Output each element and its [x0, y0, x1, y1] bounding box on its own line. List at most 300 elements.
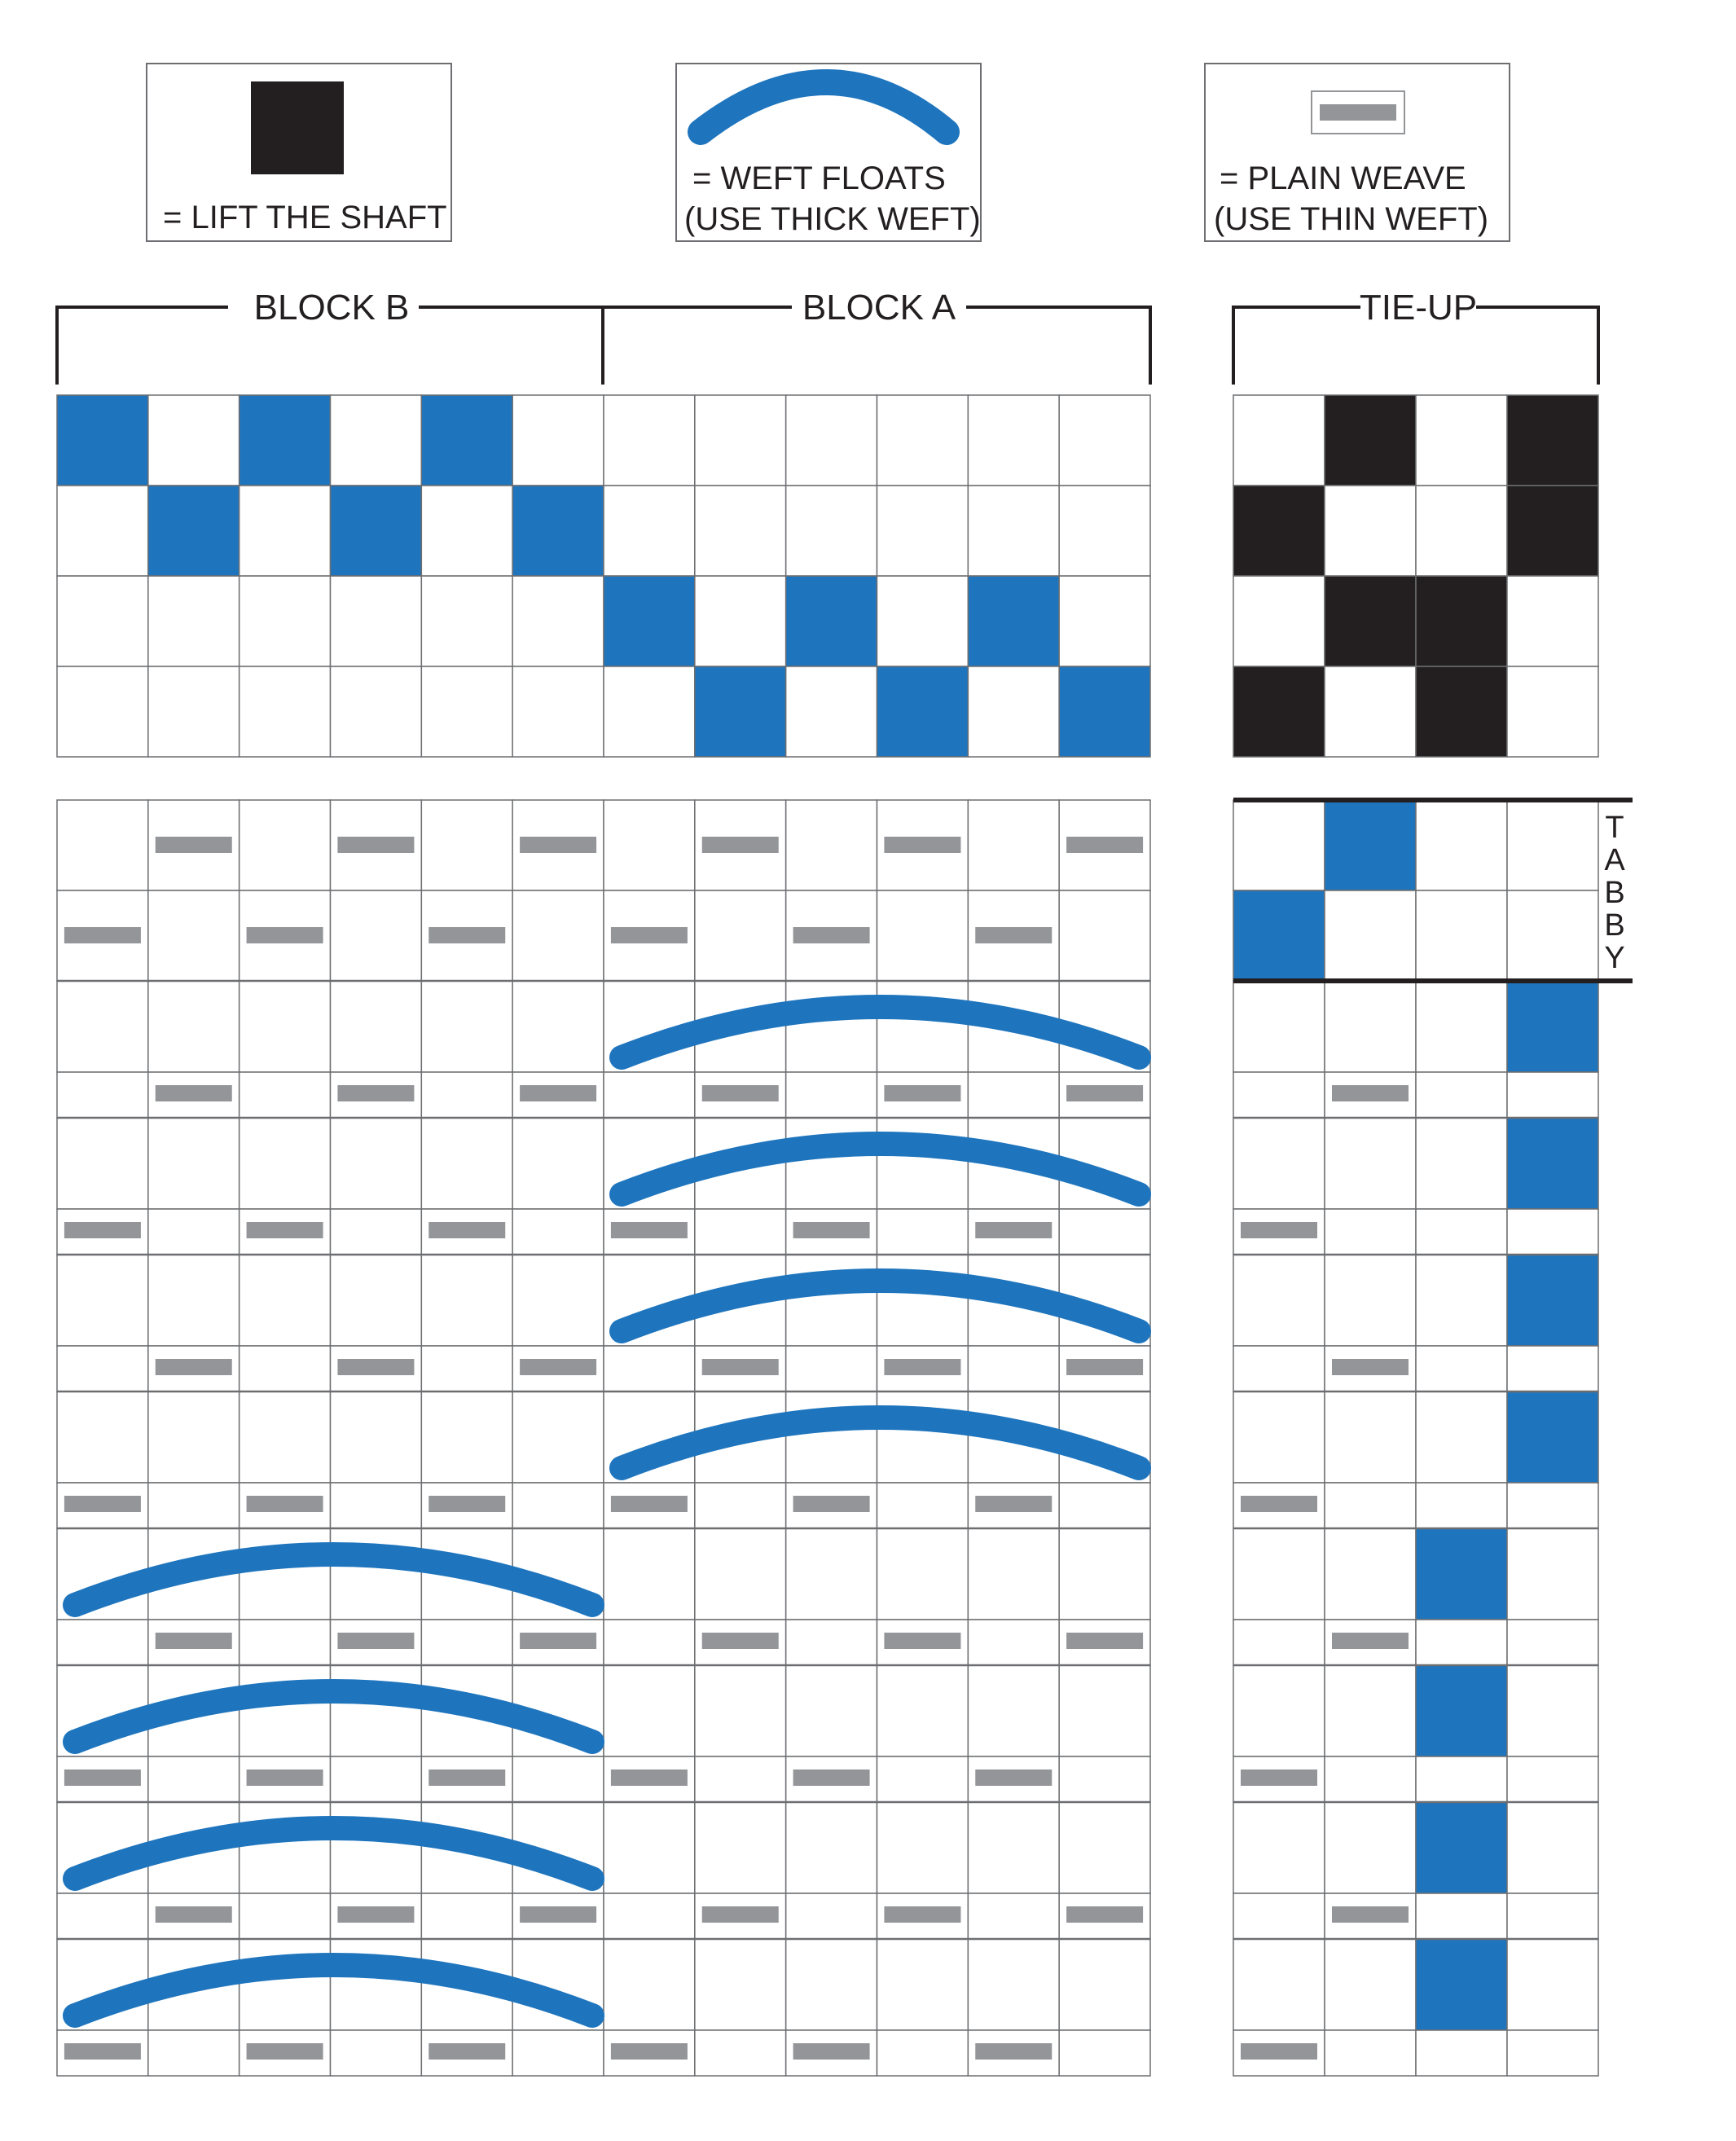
- drawdown-cell: [877, 1255, 969, 1346]
- treadling-cell: [1416, 1072, 1507, 1118]
- treadling-cell: [1233, 1528, 1325, 1620]
- threading-cell: [604, 486, 695, 576]
- plain-weave-dash: [337, 1633, 414, 1649]
- treadling-cell: [1507, 1072, 1598, 1118]
- drawdown-cell: [968, 1072, 1059, 1118]
- block-headers: [57, 288, 1598, 385]
- plain-weave-dash: [793, 2043, 870, 2060]
- treadling-cell: [1233, 1893, 1325, 1939]
- threading-cell: [695, 576, 786, 666]
- legend-weft-floats: [676, 64, 981, 241]
- threading-cell-filled: [1059, 666, 1150, 757]
- threading-cell-filled: [331, 486, 422, 576]
- threading-cell: [57, 576, 148, 666]
- bracket: [57, 307, 228, 385]
- treadling-cell: [1233, 1802, 1325, 1893]
- drawdown-cell: [421, 1072, 512, 1118]
- threading-cell-filled: [786, 576, 877, 666]
- threading-cell: [1059, 395, 1150, 486]
- plain-weave-dash: [1066, 837, 1143, 853]
- treadling-cell: [1416, 1209, 1507, 1255]
- plain-weave-dash: [611, 927, 688, 943]
- plain-weave-dash: [793, 1496, 870, 1512]
- tie-up-cell-lift: [1416, 576, 1507, 666]
- plain-weave-dash: [702, 1633, 779, 1649]
- plain-weave-dash: [884, 1906, 960, 1923]
- tie-up-cell: [1233, 395, 1325, 486]
- treadling-cell: [1416, 890, 1507, 981]
- black-square-icon: [251, 81, 344, 174]
- block-b-label: BLOCK B: [253, 288, 410, 328]
- treadling-cell-filled: [1507, 1118, 1598, 1209]
- plain-weave-dash: [611, 2043, 688, 2060]
- drawdown-cell: [512, 1118, 604, 1209]
- threading-cell: [57, 666, 148, 757]
- drawdown-cell: [877, 890, 969, 981]
- drawdown-cell: [786, 981, 877, 1072]
- drawdown-cell: [968, 1802, 1059, 1893]
- treadling-cell: [1325, 1939, 1416, 2030]
- legend-lift-shaft: [147, 64, 451, 241]
- threading-cell: [1059, 576, 1150, 666]
- tie-up-cell: [1507, 576, 1598, 666]
- legend: [147, 64, 1510, 241]
- drawdown-cell: [331, 1483, 422, 1528]
- drawdown-cell: [331, 1209, 422, 1255]
- drawdown-cell: [695, 1756, 786, 1802]
- drawdown-cell: [877, 2030, 969, 2076]
- treadling-cell: [1507, 1939, 1598, 2030]
- drawdown-cell: [512, 1391, 604, 1483]
- plain-weave-dash: [429, 1222, 505, 1238]
- legend-label: = LIFT THE SHAFT: [163, 200, 447, 235]
- treadling-cell: [1325, 1118, 1416, 1209]
- tie-up-grid: [1233, 395, 1598, 757]
- plain-weave-dash: [1066, 1906, 1143, 1923]
- drawdown-cell: [1059, 1528, 1150, 1620]
- treadling-cell-filled: [1233, 890, 1325, 981]
- block-a-label: BLOCK A: [802, 288, 956, 328]
- plain-weave-dash: [429, 2043, 505, 2060]
- threading-cell: [604, 666, 695, 757]
- tie-up-cell: [1507, 666, 1598, 757]
- drawdown-cell: [148, 1209, 240, 1255]
- plain-weave-dash: [520, 837, 596, 853]
- plain-weave-dash: [156, 1359, 232, 1375]
- threading-cell-filled: [512, 486, 604, 576]
- treadling-cell: [1416, 2030, 1507, 2076]
- drawdown-cell: [1059, 1939, 1150, 2030]
- treadling-cell: [1507, 1665, 1598, 1756]
- plain-weave-dash: [702, 837, 779, 853]
- drawdown-cell: [1059, 1483, 1150, 1528]
- treadling-cell: [1325, 981, 1416, 1072]
- treadling-cell: [1325, 1209, 1416, 1255]
- tie-up-cell: [1233, 576, 1325, 666]
- drawdown-cell: [1059, 1665, 1150, 1756]
- threading-cell: [240, 576, 331, 666]
- drawdown-cell: [331, 1391, 422, 1483]
- tabby-letter: B: [1604, 908, 1625, 943]
- treadling-cell: [1507, 1893, 1598, 1939]
- drawdown-cell: [786, 1072, 877, 1118]
- threading-cell: [968, 395, 1059, 486]
- drawdown-cell: [786, 1620, 877, 1665]
- treadling-cell: [1325, 1756, 1416, 1802]
- plain-weave-dash: [975, 1770, 1052, 1786]
- plain-weave-dash: [611, 1496, 688, 1512]
- drawdown-cell: [786, 1118, 877, 1209]
- tie-up-label: TIE-UP: [1359, 288, 1478, 328]
- drawdown-cell: [148, 1483, 240, 1528]
- drawdown-cell: [240, 1072, 331, 1118]
- drawdown-cell: [240, 1620, 331, 1665]
- bracket: [1476, 307, 1598, 385]
- plain-weave-dash: [1066, 1359, 1143, 1375]
- threading-cell: [877, 576, 969, 666]
- treadling-cell: [1233, 1346, 1325, 1391]
- plain-weave-dash: [702, 1906, 779, 1923]
- drawdown-cell: [604, 1893, 695, 1939]
- plain-weave-dash: [1332, 1633, 1409, 1649]
- treadling-cell: [1507, 1483, 1598, 1528]
- drawdown-cell: [604, 1665, 695, 1756]
- drawdown-cell: [512, 1483, 604, 1528]
- drawdown-cell: [1059, 1209, 1150, 1255]
- drawdown-cell: [512, 890, 604, 981]
- threading-cell: [877, 395, 969, 486]
- plain-weave-dash: [793, 927, 870, 943]
- tabby-letter: A: [1604, 843, 1625, 877]
- treadling-cell: [1507, 1802, 1598, 1893]
- drawdown-cell: [877, 1118, 969, 1209]
- treadling-cell: [1233, 1391, 1325, 1483]
- treadling-cell: [1416, 981, 1507, 1072]
- drawdown-cell: [512, 1255, 604, 1346]
- drawdown-cell: [877, 1391, 969, 1483]
- plain-weave-dash: [64, 2043, 141, 2060]
- plain-weave-dash: [429, 1770, 505, 1786]
- threading-grid: [57, 395, 1150, 757]
- drawdown-cell: [57, 1893, 148, 1939]
- drawdown-cell: [1059, 1756, 1150, 1802]
- tie-up-cell: [1416, 486, 1507, 576]
- threading-cell: [968, 666, 1059, 757]
- plain-weave-dash: [337, 1085, 414, 1101]
- drawdown-cell: [57, 1118, 148, 1209]
- plain-weave-dash: [247, 1770, 323, 1786]
- drawdown-cell: [877, 1802, 969, 1893]
- tie-up-cell-lift: [1507, 395, 1598, 486]
- drawdown-cell: [421, 1255, 512, 1346]
- block-a-header: [604, 288, 1150, 385]
- threading-cell: [786, 666, 877, 757]
- drawdown-cell: [240, 800, 331, 890]
- drawdown-cell: [877, 1209, 969, 1255]
- legend-label: (USE THICK WEFT): [684, 201, 981, 237]
- drawdown-cell: [877, 1939, 969, 2030]
- drawdown-cell: [240, 1118, 331, 1209]
- drawdown-cell: [877, 1756, 969, 1802]
- drawdown-cell: [512, 2030, 604, 2076]
- drawdown-cell: [240, 1939, 331, 2030]
- threading-cell-filled: [148, 486, 240, 576]
- drawdown-cell: [148, 1391, 240, 1483]
- treadling-cell: [1233, 1939, 1325, 2030]
- treadling-cell: [1325, 2030, 1416, 2076]
- treadling-cell-filled: [1416, 1665, 1507, 1756]
- drawdown-cell: [604, 800, 695, 890]
- plain-weave-dash: [429, 927, 505, 943]
- treadling-cell: [1325, 1802, 1416, 1893]
- tabby-letter: Y: [1604, 941, 1625, 975]
- threading-cell-filled: [421, 395, 512, 486]
- treadling-cell: [1416, 1255, 1507, 1346]
- drawdown-cell: [57, 1346, 148, 1391]
- drawdown-cell: [695, 1209, 786, 1255]
- tie-up-cell-lift: [1416, 666, 1507, 757]
- tie-up-cell-lift: [1233, 666, 1325, 757]
- drawdown-cell: [148, 1756, 240, 1802]
- treadling-cell: [1507, 1346, 1598, 1391]
- plain-weave-dash: [156, 1906, 232, 1923]
- plain-weave-dash: [64, 1770, 141, 1786]
- threading-cell: [148, 666, 240, 757]
- plain-weave-dash: [611, 1770, 688, 1786]
- drawdown-cell: [877, 1528, 969, 1620]
- threading-cell: [57, 486, 148, 576]
- treadling-cell-filled: [1416, 1939, 1507, 2030]
- drawdown-cell: [240, 1528, 331, 1620]
- legend-plain-weave: [1205, 64, 1510, 241]
- treadling-cell: [1233, 1255, 1325, 1346]
- plain-weave-dash: [884, 1359, 960, 1375]
- threading-cell: [1059, 486, 1150, 576]
- plain-weave-dash: [520, 1633, 596, 1649]
- treadling-cell-filled: [1507, 1391, 1598, 1483]
- drawdown-cell: [421, 1893, 512, 1939]
- legend-label: = PLAIN WEAVE: [1220, 160, 1466, 196]
- drawdown-cell: [695, 1939, 786, 2030]
- plain-weave-dash: [337, 837, 414, 853]
- drawdown-cell: [57, 1255, 148, 1346]
- treadling-cell: [1233, 1072, 1325, 1118]
- drawdown-cell: [331, 2030, 422, 2076]
- treadling-cell: [1416, 800, 1507, 890]
- plain-weave-dash: [247, 2043, 323, 2060]
- threading-cell: [421, 666, 512, 757]
- threading-cell: [331, 395, 422, 486]
- drawdown-cell: [331, 1255, 422, 1346]
- treadling-cell-filled: [1416, 1802, 1507, 1893]
- drawdown-cell: [148, 1118, 240, 1209]
- drawdown-cell: [695, 890, 786, 981]
- treadling-cell-filled: [1507, 1255, 1598, 1346]
- drawdown-cell: [604, 1072, 695, 1118]
- tabby-letter: T: [1605, 811, 1624, 845]
- drawdown-cell: [148, 1255, 240, 1346]
- drawdown-cell: [421, 981, 512, 1072]
- legend-label: = WEFT FLOATS: [692, 160, 946, 196]
- plain-weave-dash: [975, 1222, 1052, 1238]
- bracket: [966, 307, 1150, 385]
- plain-weave-dash: [337, 1906, 414, 1923]
- plain-weave-dash: [1241, 1770, 1317, 1786]
- treadling-cell: [1325, 1483, 1416, 1528]
- plain-weave-dash-icon: [1320, 104, 1396, 121]
- threading-cell: [786, 486, 877, 576]
- drawdown-cell: [695, 1802, 786, 1893]
- threading-cell: [968, 486, 1059, 576]
- drawdown-cell: [57, 1620, 148, 1665]
- drawdown-cell: [968, 1620, 1059, 1665]
- plain-weave-dash: [247, 1496, 323, 1512]
- treadling-cell: [1416, 1118, 1507, 1209]
- tie-up-cell: [1416, 395, 1507, 486]
- drawdown-cell: [421, 1391, 512, 1483]
- bracket: [1233, 307, 1360, 385]
- tie-up-cell-lift: [1507, 486, 1598, 576]
- plain-weave-dash: [793, 1222, 870, 1238]
- drawdown-cell: [331, 981, 422, 1072]
- bracket: [419, 307, 603, 385]
- drawdown-grid: [57, 800, 1150, 2076]
- drawdown-cell: [331, 1665, 422, 1756]
- drawdown-cell: [968, 800, 1059, 890]
- drawdown-cell: [240, 1255, 331, 1346]
- tie-up-header: [1233, 288, 1598, 385]
- drawdown-cell: [1059, 1802, 1150, 1893]
- tie-up-cell: [1325, 486, 1416, 576]
- drawdown-cell: [512, 1209, 604, 1255]
- drawdown-cell: [968, 1346, 1059, 1391]
- drawdown-cell: [148, 890, 240, 981]
- plain-weave-dash: [156, 1085, 232, 1101]
- threading-cell: [240, 486, 331, 576]
- threading-cell: [331, 666, 422, 757]
- drawdown-cell: [421, 1118, 512, 1209]
- threading-cell-filled: [604, 576, 695, 666]
- plain-weave-dash: [702, 1359, 779, 1375]
- treadling-cell: [1416, 1391, 1507, 1483]
- threading-cell: [331, 576, 422, 666]
- drawdown-cell: [512, 981, 604, 1072]
- drawdown-cell: [331, 1528, 422, 1620]
- drawdown-cell: [240, 1665, 331, 1756]
- drawdown-cell: [1059, 2030, 1150, 2076]
- drawdown-cell: [421, 800, 512, 890]
- drawdown-cell: [604, 1346, 695, 1391]
- drawdown-cell: [148, 981, 240, 1072]
- drawdown-cell: [786, 1391, 877, 1483]
- treadling-cell: [1233, 1118, 1325, 1209]
- treadling-grid: [1233, 800, 1633, 2076]
- threading-cell: [512, 666, 604, 757]
- drawdown-cell: [57, 1072, 148, 1118]
- drawdown-cell: [695, 1528, 786, 1620]
- plain-weave-dash: [1332, 1906, 1409, 1923]
- treadling-cell: [1325, 890, 1416, 981]
- plain-weave-dash: [1241, 2043, 1317, 2060]
- treadling-cell: [1416, 1893, 1507, 1939]
- drawdown-cell: [604, 1528, 695, 1620]
- drawdown-cell: [331, 1802, 422, 1893]
- treadling-cell: [1507, 1756, 1598, 1802]
- treadling-cell: [1325, 1391, 1416, 1483]
- plain-weave-dash: [64, 1496, 141, 1512]
- plain-weave-dash: [247, 1222, 323, 1238]
- drawdown-cell: [604, 1939, 695, 2030]
- legend-label: (USE THIN WEFT): [1214, 201, 1489, 237]
- treadling-cell: [1233, 800, 1325, 890]
- plain-weave-dash: [884, 1633, 960, 1649]
- plain-weave-dash: [884, 837, 960, 853]
- tie-up-cell-lift: [1325, 576, 1416, 666]
- drawdown-cell: [786, 1939, 877, 2030]
- drawdown-cell: [968, 1528, 1059, 1620]
- treadling-cell: [1507, 1620, 1598, 1665]
- treadling-cell: [1416, 1346, 1507, 1391]
- treadling-cell: [1507, 1209, 1598, 1255]
- drawdown-cell: [786, 800, 877, 890]
- plain-weave-dash: [520, 1085, 596, 1101]
- treadling-cell: [1233, 981, 1325, 1072]
- treadling-cell: [1416, 1483, 1507, 1528]
- plain-weave-dash: [1332, 1085, 1409, 1101]
- threading-cell: [695, 486, 786, 576]
- drawdown-cell: [57, 800, 148, 890]
- treadling-cell: [1507, 1528, 1598, 1620]
- plain-weave-dash: [1332, 1359, 1409, 1375]
- drawdown-cell: [331, 890, 422, 981]
- threading-cell: [877, 486, 969, 576]
- threading-cell-filled: [240, 395, 331, 486]
- plain-weave-dash: [975, 1496, 1052, 1512]
- drawdown-cell: [786, 1528, 877, 1620]
- threading-cell: [695, 395, 786, 486]
- treadling-cell-filled: [1507, 981, 1598, 1072]
- drawdown-cell: [968, 1893, 1059, 1939]
- drawdown-cell: [331, 1118, 422, 1209]
- drawdown-cell: [877, 1665, 969, 1756]
- tie-up-cell-lift: [1325, 395, 1416, 486]
- drawdown-cell: [331, 1756, 422, 1802]
- plain-weave-dash: [611, 1222, 688, 1238]
- treadling-cell-filled: [1325, 800, 1416, 890]
- plain-weave-dash: [520, 1359, 596, 1375]
- treadling-cell: [1416, 1756, 1507, 1802]
- threading-cell: [148, 576, 240, 666]
- plain-weave-dash: [64, 927, 141, 943]
- drawdown-cell: [786, 1893, 877, 1939]
- drawdown-cell: [695, 2030, 786, 2076]
- plain-weave-dash: [975, 927, 1052, 943]
- drawdown-cell: [240, 1391, 331, 1483]
- drawdown-cell: [57, 1391, 148, 1483]
- tie-up-cell: [1325, 666, 1416, 757]
- block-b-header: [57, 288, 603, 385]
- plain-weave-dash: [1241, 1496, 1317, 1512]
- drawdown-cell: [240, 1802, 331, 1893]
- threading-cell: [421, 576, 512, 666]
- threading-cell: [512, 395, 604, 486]
- plain-weave-dash: [156, 837, 232, 853]
- treadling-cell: [1233, 1665, 1325, 1756]
- drawdown-cell: [968, 1665, 1059, 1756]
- threading-cell: [604, 395, 695, 486]
- drawdown-cell: [786, 1665, 877, 1756]
- drawdown-cell: [57, 981, 148, 1072]
